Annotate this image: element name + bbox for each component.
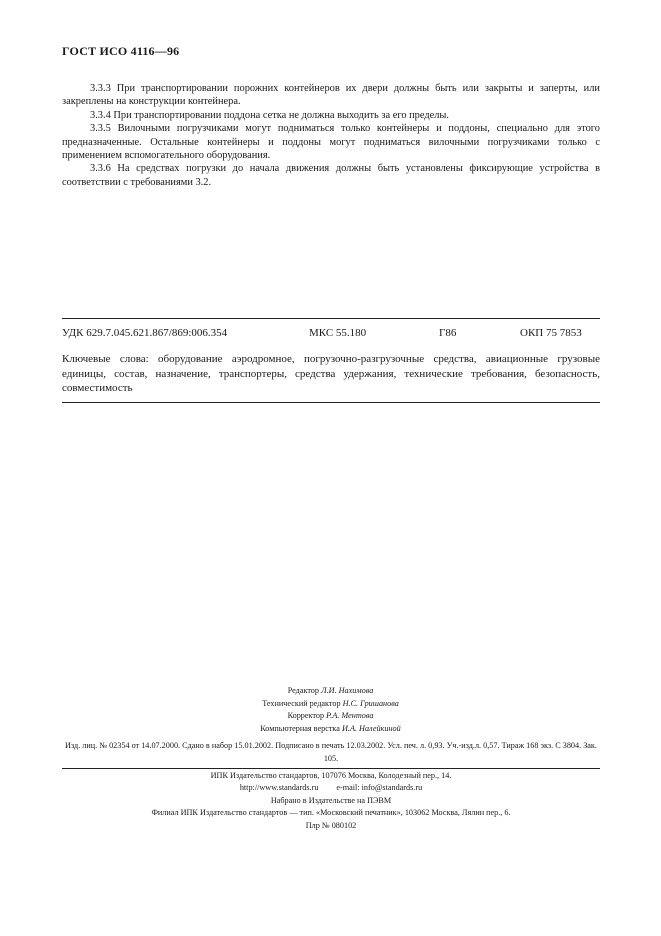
credit-corrector: Корректор Р.А. Ментова (287, 711, 374, 721)
section-body (62, 82, 600, 189)
divider-bottom (62, 402, 600, 403)
mks-code: МКС 55.180 (309, 327, 367, 339)
g-code: Г86 (439, 327, 457, 339)
credits-block (0, 685, 661, 735)
credit-layout: Компьютерная верстка И.А. Налейкиной (260, 723, 401, 733)
publisher-contacts (62, 782, 600, 794)
credit-tech-editor: Технический редактор Н.С. Гришанова (262, 698, 399, 708)
classification-row (62, 327, 600, 343)
divider-imprint (62, 768, 600, 769)
udk-code: УДК 629.7.045.621.867/869:006.354 (62, 327, 228, 339)
publisher-license: Плр № 080102 (305, 820, 357, 830)
keywords: Ключевые слова: оборудование аэродромное, погрузочно-разгрузочные средства, авиационные грузовые единицы, состав, назначение, транспортеры, средства удержания, технические требования, безопасность, совместимость (62, 353, 600, 395)
publisher-website: http://www.standards.ru (239, 783, 319, 793)
paragraph-3-3-3: 3.3.3 При транспортировании порожних контейнеров их двери должны быть или закрыты и заперты, или закреплены на конструкции контейнера. (62, 83, 600, 108)
paragraph-3-3-5: 3.3.5 Вилочными погрузчиками могут подниматься только контейнеры и поддоны, специально для этого предназначенные. Остальные контейнеры и поддоны могут подниматься вилочными погрузчиками только с применением вспомогательного оборудования. (62, 123, 600, 162)
credit-editor: Редактор Л.И. Нахимова (287, 686, 374, 695)
divider-top (62, 318, 600, 319)
publisher-branch: Филиал ИПК Издательство стандартов — тип. «Московский печатник», 103062 Москва, Лялин пер., 6. (151, 808, 511, 818)
imprint: Изд. лиц. № 02354 от 14.07.2000. Сдано в набор 15.01.2002. Подписано в печать 12.03.2002. Усл. печ. л. 0,93. Уч.-изд.л. 0,57. Тираж 168 экз. С 3804. Зак. 105. (65, 741, 597, 763)
doc-header: ГОСТ ИСО 4116—96 (62, 44, 180, 58)
publisher-block (62, 770, 600, 832)
publisher-typeset: Набрано в Издательстве на ПЭВМ (270, 795, 392, 805)
okp-code: ОКП 75 7853 (520, 327, 582, 339)
paragraph-3-3-4: 3.3.4 При транспортировании поддона сетка не должна выходить за его пределы. (90, 109, 450, 121)
publisher-address: ИПК Издательство стандартов, 107076 Москва, Колодезный пер., 14. (210, 771, 452, 780)
publisher-email: e-mail: info@standards.ru (336, 783, 423, 793)
paragraph-3-3-6: 3.3.6 На средствах погрузки до начала движения должны быть установлены фиксирующие устройства в соответствии с требованиями 3.2. (62, 163, 600, 188)
